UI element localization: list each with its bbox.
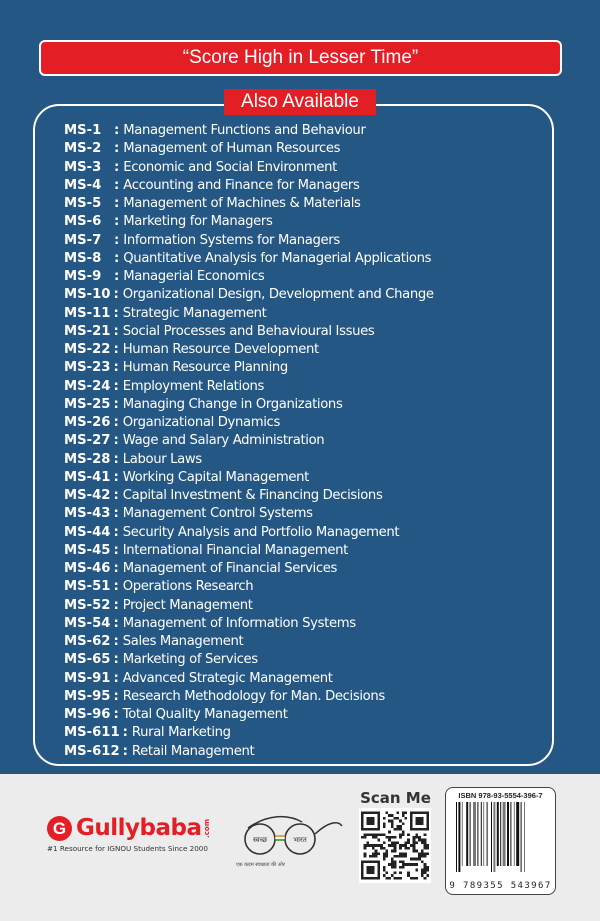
course-title: Operations Research [122,579,254,595]
course-separator: : [114,141,120,157]
course-separator: : [113,469,119,485]
course-code: MS-95 [64,688,111,704]
course-separator: : [113,451,119,467]
course-separator: : [113,396,119,412]
course-title: Management of Financial Services [122,561,338,576]
course-item [64,432,434,450]
course-item [64,524,434,542]
course-item [64,159,434,177]
swachh-left-text: स्वच्छ [252,836,268,844]
course-item [64,268,434,286]
course-title: Organizational Dynamics [122,415,280,430]
course-code: MS-21 [64,323,111,339]
course-title: Human Resource Development [122,342,319,357]
course-title: Security Analysis and Portfolio Management [122,524,400,540]
course-code: MS-22 [64,342,111,357]
course-item [64,597,434,615]
course-separator: : [114,159,120,175]
course-title: Advanced Strategic Management [122,670,333,686]
course-separator: : [113,579,119,595]
course-item [64,615,434,633]
course-title: Information Systems for Managers [123,232,340,248]
course-code: MS-54 [64,615,111,631]
course-item [64,469,434,487]
course-item [64,542,434,560]
course-separator: : [114,214,120,230]
course-title: Labour Laws [122,451,202,467]
ean-digits: 9 789355 543967 [449,881,552,891]
course-title: Management Functions and Behaviour [123,123,366,138]
qr-code-icon[interactable] [359,808,431,883]
course-item [64,706,434,724]
course-item [64,487,434,505]
course-title: Human Resource Planning [122,360,288,376]
course-code: MS-2 [64,141,102,157]
course-title: Marketing of Services [122,652,258,668]
swachh-bharat-glasses-icon [238,812,348,858]
course-code: MS-1 [64,123,102,138]
course-code: MS-4 [64,177,102,193]
course-code: MS-52 [64,597,111,613]
course-code: MS-11 [64,305,111,321]
course-separator: : [113,688,119,704]
tagline-banner: “Score High in Lesser Time” [39,40,562,76]
course-code: MS-96 [64,707,111,722]
course-separator: : [114,123,120,138]
course-item [64,140,434,158]
course-item [64,724,434,742]
course-code: MS-5 [64,196,102,211]
course-code: MS-9 [64,269,102,284]
course-code: MS-62 [64,634,111,649]
course-separator: : [114,250,120,266]
course-separator: : [113,506,119,522]
course-item [64,670,434,688]
course-separator: : [122,743,128,759]
brand-name: Gullybaba [76,815,202,841]
course-title: Organizational Design, Development and Change [122,287,434,303]
course-item [64,414,434,432]
course-title: Project Management [122,597,253,613]
course-item [64,305,434,323]
course-separator: : [113,305,119,321]
course-item [64,651,434,669]
course-item [64,743,434,761]
course-separator: : [114,177,120,193]
course-separator: : [113,360,119,376]
course-code: MS-65 [64,652,111,668]
course-code: MS-8 [64,250,102,266]
course-code: MS-46 [64,561,111,576]
course-item [64,451,434,469]
course-separator: : [113,323,119,339]
brand-tagline: #1 Resource for IGNOU Students Since 2000 [47,844,208,853]
course-code: MS-23 [64,360,111,376]
course-code: MS-26 [64,415,111,430]
course-code: MS-91 [64,670,111,686]
course-item [64,396,434,414]
course-item [64,177,434,195]
course-title: Accounting and Finance for Managers [123,177,360,193]
course-separator: : [113,342,119,357]
course-code: MS-611 [64,725,120,741]
isbn-barcode [445,787,556,895]
course-title: Management Control Systems [122,506,313,522]
course-title: Research Methodology for Man. Decisions [122,688,385,704]
swachh-tagline: एक कदम स्वच्छता की ओर [236,862,285,868]
course-title: Wage and Salary Administration [122,433,325,449]
course-item [64,195,434,213]
course-title: Working Capital Management [122,469,309,485]
course-title: Sales Management [122,634,244,649]
course-separator: : [113,415,119,430]
course-separator: : [113,561,119,576]
course-title: Rural Marketing [131,725,231,741]
course-item [64,688,434,706]
course-code: MS-41 [64,469,111,485]
course-item [64,378,434,396]
course-separator: : [114,232,120,248]
course-item [64,359,434,377]
isbn-number: ISBN 978-93-5554-396-7 [458,791,543,800]
course-code: MS-612 [64,743,120,759]
course-separator: : [113,707,119,722]
course-title: Managing Change in Organizations [122,396,343,412]
course-item [64,213,434,231]
course-item [64,341,434,359]
course-separator: : [122,725,128,741]
course-code: MS-44 [64,524,111,540]
gullybaba-brand [47,815,211,853]
course-code: MS-6 [64,214,102,230]
course-code: MS-7 [64,232,102,248]
scan-me-label: Scan Me [360,789,431,807]
course-title: Management of Human Resources [123,141,341,157]
course-title: Social Processes and Behavioural Issues [122,323,375,339]
course-separator: : [113,542,119,558]
course-code: MS-27 [64,433,111,449]
course-item [64,505,434,523]
also-available-label: Also Available [224,89,376,115]
course-separator: : [114,196,120,211]
barcode-icon [454,802,548,878]
course-title: Retail Management [131,743,255,759]
course-title: Marketing for Managers [123,214,273,230]
course-code: MS-45 [64,542,111,558]
course-separator: : [113,433,119,449]
course-code: MS-25 [64,396,111,412]
course-title: Economic and Social Environment [123,159,337,175]
course-title: Management of Information Systems [122,615,356,631]
course-separator: : [113,597,119,613]
course-title: Strategic Management [122,305,267,321]
course-separator: : [113,378,119,394]
course-code: MS-24 [64,378,111,394]
course-code: MS-3 [64,159,102,175]
course-item [64,578,434,596]
course-separator: : [113,524,119,540]
course-title: International Financial Management [122,542,349,558]
course-item [64,232,434,250]
course-code: MS-42 [64,488,111,503]
course-title: Total Quality Management [122,707,288,722]
course-separator: : [113,615,119,631]
course-code: MS-43 [64,506,111,522]
course-code: MS-10 [64,287,111,303]
course-separator: : [113,287,119,303]
course-item [64,323,434,341]
course-title: Quantitative Analysis for Managerial Applications [123,250,432,266]
gullybaba-logo-icon: G [47,816,72,841]
course-item [64,122,434,140]
course-separator: : [113,652,119,668]
course-title: Management of Machines & Materials [123,196,361,211]
course-title: Employment Relations [122,378,265,394]
course-title: Capital Investment & Financing Decisions [122,488,383,503]
course-item [64,633,434,651]
swachh-right-text: भारत [293,836,307,844]
course-item [64,286,434,304]
course-code: MS-28 [64,451,111,467]
course-item [64,560,434,578]
course-separator: : [113,634,119,649]
course-list [64,122,434,761]
course-title: Managerial Economics [123,269,265,284]
course-separator: : [114,269,120,284]
course-code: MS-51 [64,579,111,595]
course-separator: : [113,488,119,503]
course-item [64,250,434,268]
brand-suffix: .com [203,818,212,838]
course-separator: : [113,670,119,686]
